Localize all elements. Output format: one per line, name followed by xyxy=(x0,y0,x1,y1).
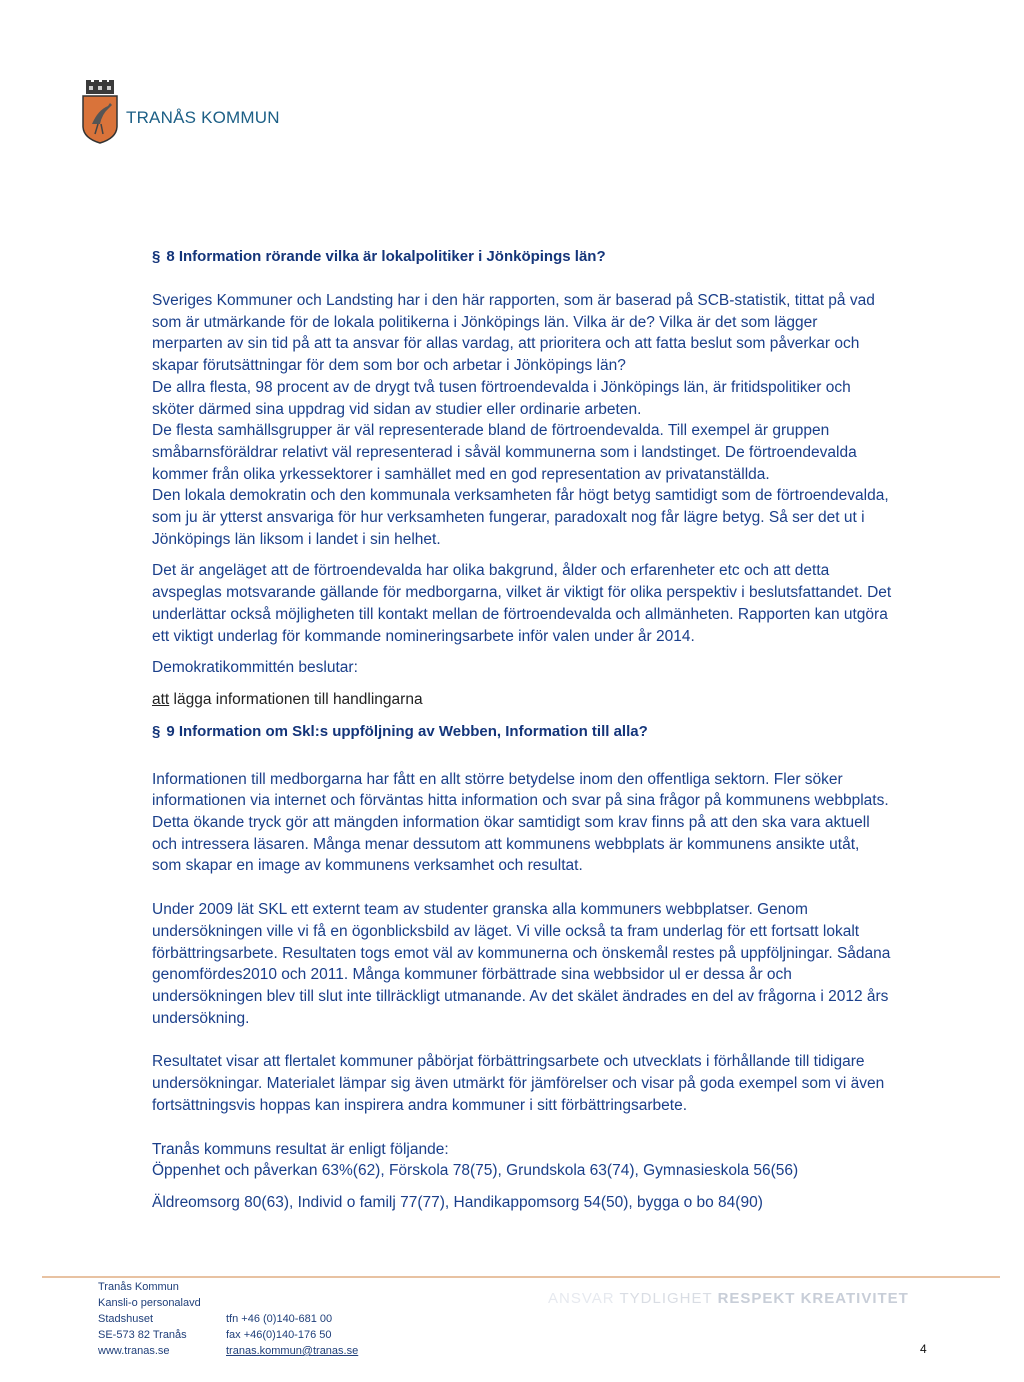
motto-word: RESPEKT xyxy=(717,1290,796,1307)
motto-word: TYDLIGHET xyxy=(619,1290,713,1307)
paragraph-sign: § xyxy=(152,248,161,265)
motto-word: KREATIVITET xyxy=(800,1290,909,1307)
decision-intro: Demokratikommittén beslutar: xyxy=(152,659,358,677)
footer-motto xyxy=(548,1291,909,1307)
paragraph: Sveriges Kommuner och Landsting har i den här rapporten, som är baserad på SCB-statistik, tittat på vad som är utmärkande för de lokala politikerna i Jönköpings län. Vilka är de? Vilka är det som lägger merparten av sin tid på att ta ansvar för allas vardag, att prioritera och att fatta beslut som påverkar och skapar förutsättningar för dem som bor och arbetar i Jönköpings län? xyxy=(152,292,875,375)
section-8-heading xyxy=(152,246,892,268)
footer-contact xyxy=(226,1311,358,1359)
section-9-title: 9 Information om Skl:s uppföljning av Webben, Information till alla? xyxy=(166,722,648,740)
decision-body: lägga informationen till handlingarna xyxy=(169,690,423,708)
decision-text xyxy=(152,689,892,711)
footer-org: Tranås Kommun xyxy=(98,1281,179,1293)
decision-lead: att xyxy=(152,690,170,708)
document-body xyxy=(152,246,892,1214)
paragraph: Resultatet visar att flertalet kommuner påbörjat förbättringsarbete och utvecklats i förhållande till tidigare undersökningar. Materialet lämpar sig även utmärkt för jämförelser och visar på goda exempel som vi även fortsättningsvis hoppas kan inspirera andra kommuner i sitt förbättringsarbete. xyxy=(152,1053,885,1114)
footer-email-link[interactable]: tranas.kommun@tranas.se xyxy=(226,1345,359,1357)
results-line-1: Öppenhet och påverkan 63%(62), Förskola 78(75), Grundskola 63(74), Gymnasieskola 56(56) xyxy=(152,1162,799,1180)
footer-website: www.tranas.se xyxy=(98,1345,170,1357)
footer-postal: SE-573 82 Tranås xyxy=(98,1329,187,1341)
motto-word: ANSVAR xyxy=(548,1290,615,1307)
paragraph: De allra flesta, 98 procent av de drygt två tusen förtroendevalda i Jönköpings län, är fritidspolitiker och sköter därmed sina uppdrag vid sidan av studier eller ordinarie arbeten. xyxy=(152,378,851,418)
paragraph: Det är angeläget att de förtroendevalda har olika bakgrund, ålder och erfarenheter etc och att detta avspeglas motsvarande gällande för medborgarna, vilket är viktigt för olika perspektiv i beslutsfattandet. Det underlättar också möjligheten till kontakt mellan de förtroendevalda och allmänheten. Rapporten kan utgöra ett viktigt underlag för kommande nomineringsarbete inför valen under år 2014. xyxy=(152,562,892,645)
section-9-heading xyxy=(152,721,892,743)
paragraph: Informationen till medborgarna har fått en allt större betydelse inom den offentliga sektorn. Fler söker informationen via internet och förväntas hitta information och svar på sina frågor på kommunens webbplats. Detta ökande tryck gör att mängden information ökar samtidigt som krav finns på att den ska vara aktuell och intressera läsaren. Många menar dessutom att kommunens webbplats är kommunens ansikte utåt, som skapar en image av kommunens verksamhet och resultat. xyxy=(152,770,889,875)
results-line-2: Äldreomsorg 80(63), Individ o familj 77(77), Handikappomsorg 54(50), bygga o bo 84(90) xyxy=(152,1193,763,1211)
footer-fax: fax +46(0)140-176 50 xyxy=(226,1329,332,1341)
paragraph: Den lokala demokratin och den kommunala verksamheten får högt betyg samtidigt som de förtroendevalda, som ju är ytterst ansvariga för hur verksamheten fungerar, paradoxalt nog får lägre betyg. Så ser det ut i Jönköpings län liksom i landet i sin helhet. xyxy=(152,487,889,548)
organization-name: TRANÅS KOMMUN xyxy=(126,108,280,127)
footer xyxy=(98,1279,978,1359)
section-8-title: 8 Information rörande vilka är lokalpolitiker i Jönköpings län? xyxy=(166,248,606,265)
paragraph-sign: § xyxy=(152,722,161,740)
paragraph: De flesta samhällsgrupper är väl representerade bland de förtroendevalda. Till exempel är gruppen småbarnsföräldrar relativt väl representerad i såväl kommunerna som i landstinget. De förtroendevalda kommer från olika yrkessektorer i samhället med en god representation av privatanställda. xyxy=(152,422,857,483)
paragraph: Under 2009 lät SKL ett externt team av studenter granska alla kommuners webbplatser. Genom undersökningen ville vi få en ögonblicksbild av läget. Vi ville också ta fram underlag för ett fortsatt lokalt förbättringsarbete. Resultaten togs emot väl av kommunerna och önskemål restes på uppföljningar. Sådana genomfördes2010 och 2011. Många kommuner förbättrade sina webbsidor ul er dessa år och undersökningen blev till slut inte tillräckligt utmanande. Av det skälet ändrades en del av frågorna i 2012 års undersökning. xyxy=(152,901,891,1027)
footer-department: Kansli-o personalavd xyxy=(98,1297,201,1309)
footer-address xyxy=(98,1279,201,1359)
footer-building: Stadshuset xyxy=(98,1313,154,1325)
results-intro: Tranås kommuns resultat är enligt följande: xyxy=(152,1140,449,1158)
footer-phone: tfn +46 (0)140-681 00 xyxy=(226,1313,333,1325)
municipal-crest-icon xyxy=(80,80,120,144)
footer-divider xyxy=(42,1276,1000,1278)
page-number: 4 xyxy=(920,1342,927,1356)
